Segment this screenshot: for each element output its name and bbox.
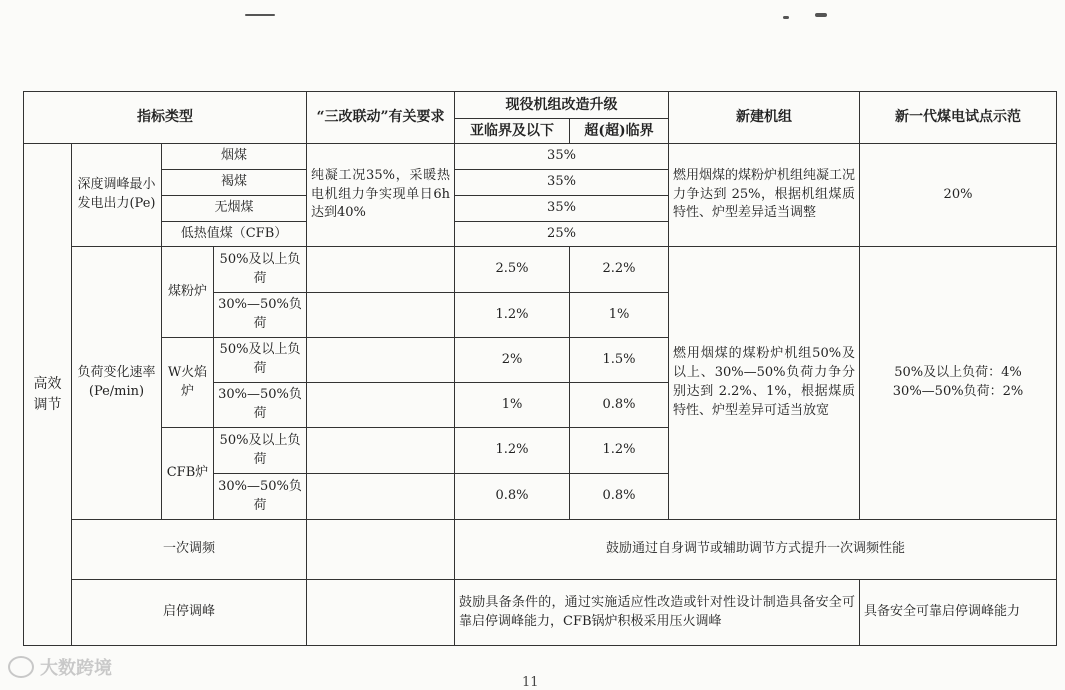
start-stop-existing-text: 鼓励具备条件的，通过实施适应性改造或针对性设计制造具备安全可靠启停调峰能力，CFB锅炉积极采用压火调峰	[455, 580, 860, 646]
primary-freq-label: 一次调频	[72, 520, 307, 580]
load-rate-subcritical: 2%	[455, 338, 570, 383]
load-level: 30%—50%负荷	[214, 474, 307, 520]
primary-freq-three-reform-empty	[307, 520, 455, 580]
start-stop-demo-text: 具备安全可靠启停调峰能力	[860, 580, 1057, 646]
load-level: 50%及以上负荷	[214, 338, 307, 383]
load-rate-three-reform-empty	[307, 428, 455, 474]
scan-speck	[815, 13, 827, 17]
load-level: 50%及以上负荷	[214, 428, 307, 474]
load-level: 30%—50%负荷	[214, 293, 307, 338]
peak-shaving-value: 25%	[455, 222, 669, 247]
load-rate-supercritical: 2.2%	[570, 247, 669, 293]
load-rate-new-gen-demo	[860, 247, 1057, 520]
indicator-table	[23, 91, 1057, 646]
load-rate-label: 负荷变化速率(Pe/min)	[72, 247, 162, 520]
peak-shaving-new-units: 燃用烟煤的煤粉炉机组纯凝工况力争达到 25%，根据机组煤质特性、炉型差异适当调整	[669, 144, 860, 247]
start-stop-three-reform-empty	[307, 580, 455, 646]
page-number: 11	[522, 675, 539, 690]
load-rate-subcritical: 0.8%	[455, 474, 570, 520]
load-rate-supercritical: 0.8%	[570, 474, 669, 520]
boiler-cfb: CFB炉	[162, 428, 214, 520]
header-new-gen-demo: 新一代煤电试点示范	[860, 92, 1057, 144]
load-rate-three-reform-empty	[307, 383, 455, 428]
scan-speck	[783, 16, 789, 19]
peak-shaving-new-gen-demo: 20%	[860, 144, 1057, 247]
header-subcritical: 亚临界及以下	[455, 119, 570, 144]
load-rate-three-reform-empty	[307, 247, 455, 293]
demo-line: 30%—50%负荷：2%	[892, 384, 1024, 399]
peak-shaving-value: 35%	[455, 144, 669, 170]
load-level: 30%—50%负荷	[214, 383, 307, 428]
fuel-anthracite: 无烟煤	[162, 196, 307, 222]
load-rate-subcritical: 2.5%	[455, 247, 570, 293]
section-efficient-regulation: 高效调节	[24, 144, 72, 646]
peak-shaving-label: 深度调峰最小发电出力(Pe)	[72, 144, 162, 247]
load-rate-subcritical: 1.2%	[455, 293, 570, 338]
scan-speck	[245, 14, 275, 16]
load-rate-supercritical: 1.5%	[570, 338, 669, 383]
load-rate-supercritical: 1.2%	[570, 428, 669, 474]
load-rate-supercritical: 1%	[570, 293, 669, 338]
watermark	[8, 654, 112, 680]
header-new-units: 新建机组	[669, 92, 860, 144]
peak-shaving-three-reform: 纯凝工况35%，采暖热电机组力争实现单日6h达到40%	[307, 144, 455, 247]
start-stop-label: 启停调峰	[72, 580, 307, 646]
primary-freq-text: 鼓励通过自身调节或辅助调节方式提升一次调频性能	[455, 520, 1057, 580]
header-three-reform: “三改联动”有关要求	[307, 92, 455, 144]
fuel-lignite: 褐煤	[162, 170, 307, 196]
header-existing-units: 现役机组改造升级	[455, 92, 669, 119]
peak-shaving-value: 35%	[455, 170, 669, 196]
boiler-pulverized: 煤粉炉	[162, 247, 214, 338]
header-supercritical: 超(超)临界	[570, 119, 669, 144]
load-rate-three-reform-empty	[307, 338, 455, 383]
demo-line: 50%及以上负荷：4%	[894, 365, 1022, 381]
watermark-text: 大数跨境	[40, 658, 112, 679]
load-rate-supercritical: 0.8%	[570, 383, 669, 428]
load-level: 50%及以上负荷	[214, 247, 307, 293]
fuel-low-calorific: 低热值煤（CFB）	[162, 222, 307, 247]
fuel-bituminous: 烟煤	[162, 144, 307, 170]
load-rate-three-reform-empty	[307, 293, 455, 338]
chat-bubble-icon	[8, 656, 34, 678]
load-rate-new-units: 燃用烟煤的煤粉炉机组50%及以上、30%—50%负荷力争分别达到 2.2%、1%，根据煤质特性、炉型差异可适当放宽	[669, 247, 860, 520]
header-indicator-type: 指标类型	[24, 92, 307, 144]
boiler-w-flame: W火焰炉	[162, 338, 214, 428]
load-rate-three-reform-empty	[307, 474, 455, 520]
load-rate-subcritical: 1%	[455, 383, 570, 428]
peak-shaving-value: 35%	[455, 196, 669, 222]
load-rate-subcritical: 1.2%	[455, 428, 570, 474]
